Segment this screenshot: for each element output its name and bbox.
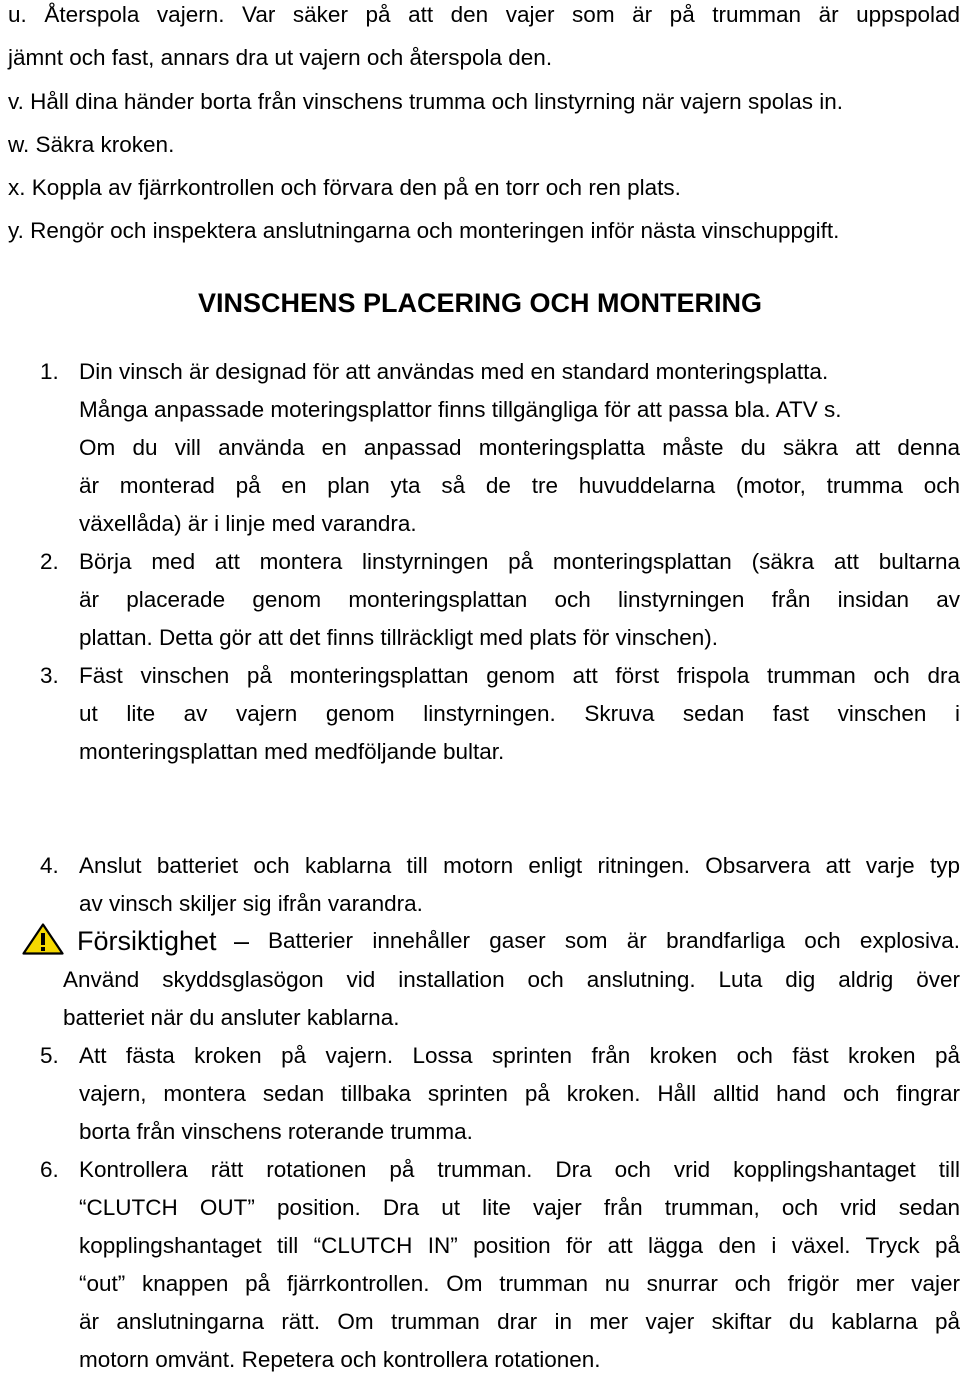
section-title: VINSCHENS PLACERING OCH MONTERING: [197, 288, 763, 318]
item-1-line-1: Din vinsch är designad för att användas med en standard monteringsplatta.: [79, 359, 829, 384]
item-6-line-4: “out” knappen på fjärrkontrollen. Om trumman nu snurrar och frigör mer vajer: [79, 1271, 960, 1296]
item-5-line-2: vajern, montera sedan tillbaka sprinten på kroken. Håll alltid hand och fingrar: [79, 1081, 960, 1106]
caution-notice: [22, 923, 960, 959]
caution-line-1: Batterier innehåller gaser som är brandfarliga och explosiva.: [268, 928, 960, 953]
item-1-number: 1.: [40, 359, 59, 384]
step-u-line-1: u. Återspola vajern. Var säker på att den vajer som är på trumman är uppspolad: [8, 2, 960, 27]
item-2-line-2: är placerade genom monteringsplattan och linstyrningen från insidan av: [79, 587, 960, 612]
item-3-line-2: ut lite av vajern genom linstyrningen. Skruva sedan fast vinschen i: [79, 701, 960, 726]
item-3-line-3: monteringsplattan med medföljande bultar.: [79, 739, 505, 764]
item-1-line-2: Många anpassade moteringsplattor finns tillgängliga för att passa bla. ATV s.: [79, 397, 842, 422]
caution-dash: –: [234, 926, 250, 956]
item-5-line-3: borta från vinschens roterande trumma.: [79, 1119, 473, 1144]
item-4-number: 4.: [40, 853, 59, 878]
caution-line-3: batteriet när du ansluter kablarna.: [63, 1005, 400, 1030]
step-y: y. Rengör och inspektera anslutningarna och monteringen inför nästa vinschuppgift.: [8, 218, 840, 243]
item-6-line-2: “CLUTCH OUT” position. Dra ut lite vajer från trumman, och vrid sedan: [79, 1195, 960, 1220]
caution-line-2: Använd skyddsglasögon vid installation och anslutning. Luta dig aldrig över: [63, 967, 960, 992]
item-3-number: 3.: [40, 663, 59, 688]
item-1-line-5: växellåda) är i linje med varandra.: [79, 511, 417, 536]
item-2-line-1: Börja med att montera linstyrningen på monteringsplattan (säkra att bultarna: [79, 549, 960, 574]
item-6-line-5: är anslutningarna rätt. Om trumman drar in mer vajer skiftar du kablarna på: [79, 1309, 960, 1334]
step-v: v. Håll dina händer borta från vinschens trumma och linstyrning när vajern spolas in.: [8, 89, 843, 114]
item-1-line-4: är monterad på en plan yta så de tre huvuddelarna (motor, trumma och: [79, 473, 960, 498]
step-u-line-2: jämnt och fast, annars dra ut vajern och återspola den.: [8, 45, 553, 70]
item-6-number: 6.: [40, 1157, 59, 1182]
item-1-line-3: Om du vill använda en anpassad monteringsplatta måste du säkra att denna: [79, 435, 960, 460]
item-6-line-3: kopplingshantaget till “CLUTCH IN” position för att lägga den i växel. Tryck på: [79, 1233, 960, 1258]
item-3-line-1: Fäst vinschen på monteringsplattan genom att först frispola trumman och dra: [79, 663, 960, 688]
item-6-line-1: Kontrollera rätt rotationen på trumman. Dra och vrid kopplingshantaget till: [79, 1157, 960, 1182]
item-4-line-2: av vinsch skiljer sig ifrån varandra.: [79, 891, 423, 916]
item-5-line-1: Att fästa kroken på vajern. Lossa sprinten från kroken och fäst kroken på: [79, 1043, 960, 1068]
item-4-line-1: Anslut batteriet och kablarna till motorn enligt ritningen. Obsarvera att varje typ: [79, 853, 960, 878]
item-5-number: 5.: [40, 1043, 59, 1068]
step-x: x. Koppla av fjärrkontrollen och förvara den på en torr och ren plats.: [8, 175, 681, 200]
item-2-number: 2.: [40, 549, 59, 574]
item-2-line-3: plattan. Detta gör att det finns tillräckligt med plats för vinschen).: [79, 625, 719, 650]
step-w: w. Säkra kroken.: [8, 132, 175, 157]
caution-label: Försiktighet: [77, 926, 217, 956]
warning-triangle-icon: [22, 923, 64, 955]
item-6-line-6: motorn omvänt. Repetera och kontrollera rotationen.: [79, 1347, 601, 1372]
